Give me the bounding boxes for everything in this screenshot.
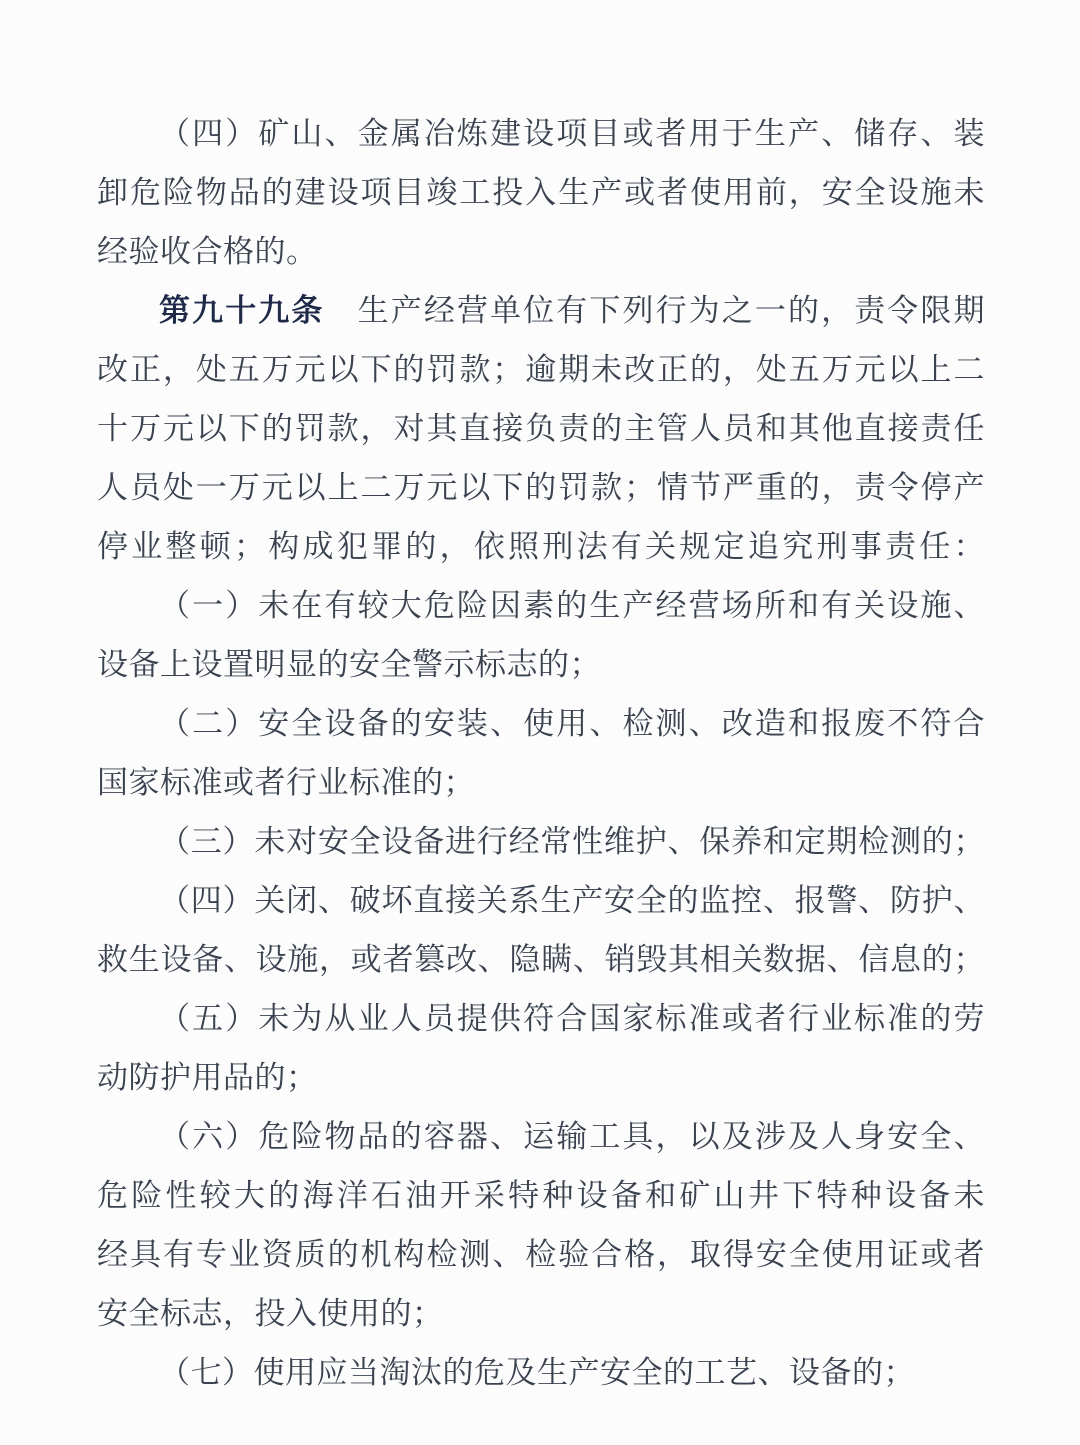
text-line: [97, 871, 985, 930]
text-segment: （四）矿山、金属冶炼建设项目或者用于生产、储存、装: [159, 116, 985, 151]
text-line: [97, 399, 985, 458]
text-line: [97, 1166, 985, 1225]
text-line: [97, 989, 985, 1048]
document-page: [97, 104, 985, 1402]
text-line: [97, 930, 985, 989]
text-line: [97, 340, 985, 399]
text-segment: 危险性较大的海洋石油开采特种设备和矿山井下特种设备未: [97, 1178, 985, 1213]
text-segment: 救生设备、设施，或者篡改、隐瞒、销毁其相关数据、信息的；: [97, 942, 985, 977]
text-line: [97, 458, 985, 517]
text-line: [97, 694, 985, 753]
text-segment: 经具有专业资质的机构检测、检验合格，取得安全使用证或者: [97, 1237, 985, 1272]
text-segment: 动防护用品的；: [97, 1060, 318, 1095]
text-line: [97, 104, 985, 163]
article-number: 第九十九条: [159, 293, 325, 328]
text-line: [97, 222, 985, 281]
text-segment: 生产经营单位有下列行为之一的，责令限期: [324, 293, 986, 328]
text-segment: （五）未为从业人员提供符合国家标准或者行业标准的劳: [159, 1001, 985, 1036]
text-segment: （六）危险物品的容器、运输工具，以及涉及人身安全、: [159, 1119, 985, 1154]
text-segment: （二）安全设备的安装、使用、检测、改造和报废不符合: [159, 706, 985, 741]
text-segment: （三）未对安全设备进行经常性维护、保养和定期检测的；: [159, 824, 985, 859]
text-line: [97, 1284, 985, 1343]
text-line: [97, 812, 985, 871]
text-line: [97, 1107, 985, 1166]
text-line: [97, 163, 985, 222]
text-segment: 十万元以下的罚款，对其直接负责的主管人员和其他直接责任: [97, 411, 985, 446]
text-segment: 设备上设置明显的安全警示标志的；: [97, 647, 601, 682]
text-segment: 改正，处五万元以下的罚款；逾期未改正的，处五万元以上二: [97, 352, 985, 387]
text-segment: 卸危险物品的建设项目竣工投入生产或者使用前，安全设施未: [97, 175, 985, 210]
text-segment: 人员处一万元以上二万元以下的罚款；情节严重的，责令停产: [97, 470, 985, 505]
text-line: [97, 1048, 985, 1107]
text-line: [97, 1343, 985, 1402]
text-segment: （四）关闭、破坏直接关系生产安全的监控、报警、防护、: [159, 883, 985, 918]
text-line: [97, 753, 985, 812]
text-line: [97, 281, 985, 340]
text-line: [97, 635, 985, 694]
text-segment: （一）未在有较大危险因素的生产经营场所和有关设施、: [159, 588, 985, 623]
text-line: [97, 517, 985, 576]
text-segment: 经验收合格的。: [97, 234, 318, 269]
text-line: [97, 576, 985, 635]
text-line: [97, 1225, 985, 1284]
text-segment: 停业整顿；构成犯罪的，依照刑法有关规定追究刑事责任：: [97, 529, 985, 564]
text-segment: 安全标志，投入使用的；: [97, 1296, 444, 1331]
text-segment: （七）使用应当淘汰的危及生产安全的工艺、设备的；: [159, 1355, 915, 1390]
text-segment: 国家标准或者行业标准的；: [97, 765, 475, 800]
